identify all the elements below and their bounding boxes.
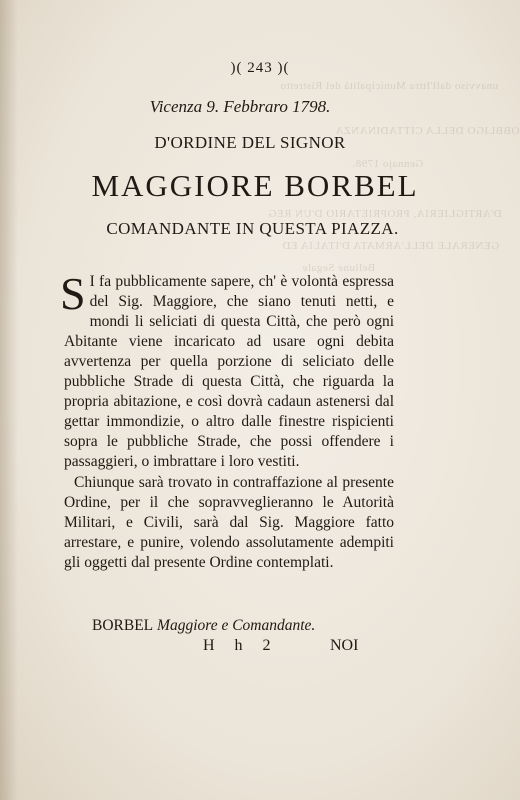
show-through-line-3: Gennajo 1798. bbox=[352, 158, 424, 170]
show-through-line-5: GENERALE DELL'ARMATA D'ITALIA ED bbox=[282, 240, 500, 252]
dateline: Vicenza 9. Febbraro 1798. bbox=[149, 97, 331, 116]
heading-ordine: D'ORDINE DEL SIGNOR bbox=[154, 133, 346, 152]
heading-maggiore: MAGGIORE BORBEL bbox=[91, 168, 419, 203]
signature-name: BORBEL bbox=[92, 617, 154, 634]
show-through-line-4: D'ARTIGLIERIA, PROPRIETARIO D'UN REG bbox=[268, 208, 502, 220]
show-through-line-1: unavviso dall'Ittra Municipalità del Ristretto bbox=[280, 80, 499, 92]
heading-comandante: COMANDANTE IN QUESTA PIAZZA. bbox=[106, 219, 399, 238]
page-header: )( 243 )( bbox=[230, 60, 290, 76]
paragraph-2: Chiunque sarà trovato in contraffazione al presente Ordine, per il che sopravveglieranno le Autorità Militari, e Civili, sarà dal Sig. Maggiore fatto arrestare, e punire, volendo assolutamente adempiti gli oggetti dal presente Ordine contemplati. bbox=[64, 474, 394, 571]
signature-title: Maggiore e Comandante. bbox=[157, 617, 316, 634]
show-through-line-6: Bellune Segale bbox=[302, 262, 376, 274]
drop-cap: S bbox=[60, 268, 86, 319]
catchword: NOI bbox=[330, 637, 359, 654]
signature-mark: H h 2 bbox=[203, 637, 279, 654]
signature bbox=[92, 617, 392, 635]
paragraph-1-text: I fa pubblicamente sapere, ch' è volontà espressa del Sig. Maggiore, che siano tenuti netti, e mondi li seliciati di questa Città, che però ogni Abitante viene incaricato ad usare ogni debita avvertenza per quella porzione di seliciato delle pubbliche Strade di questa Città, che riguarda la propria abitazione, e così dovrà cadaun astenersi dal gettar immondizie, o altro dalle finestre rispicienti sopra le pubbliche Strade, che possi offendere i passaggieri, o imbrattare i loro vestiti. bbox=[64, 273, 394, 470]
page-edge-shadow bbox=[0, 0, 18, 800]
show-through-line-2: OBBLIGO DELLA CITTADINANZA bbox=[335, 125, 520, 137]
page-footer bbox=[0, 637, 520, 661]
